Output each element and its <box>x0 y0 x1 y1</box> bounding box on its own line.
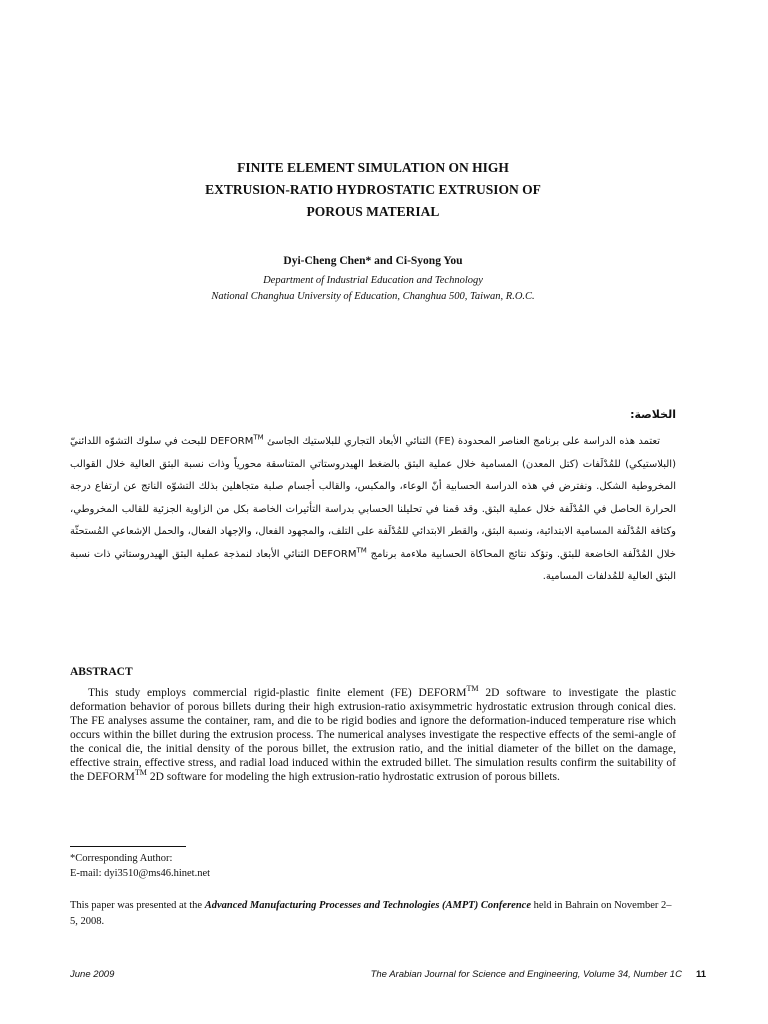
arabic-abstract-part: للبحث في سلوك التشوّه اللدائنيّ (البلاستيكي) للمُدْلَفات (كتل المعدن) المسامية خلال عملية البثق بالضغط الهيدروستاتي المتناسقة محورياً وذات نسبة البثق العالية خلال القوالب المخروطية الشكل. ونفترض في هذه الدراسة الحسابية أنّ الوعاء، والمكبس، والقالب أجسام صلبة متجاهلين بذلك التشوّه الناتج عن ارتفاع درجة الحرارة الحاصل في المُدْلَفة خلال عملية البثق. وقد قمنا في تحليلنا الحسابي بدراسة التأثيرات الخاصة بكل من الزاوية الجزئية للقالب المخروطي، وكثافة المُدْلَفة المسامية الابتدائية، ونسبة البثق، والقطر الابتدائي للمُدْلَفة على التلف، والمجهود الفعال، والإجهاد الفعال، والحمل الإشعاعي المُستحثّة خلال المُدْلَفة الخاضعة للبثق. وتؤكد نتائج المحاكاة الحسابية ملاءمة برنامج DEFORM <box>70 436 676 560</box>
page-number: 11 <box>695 969 706 980</box>
trademark-superscript: TM <box>356 546 367 555</box>
conference-note-text: This paper was presented at the <box>70 900 205 911</box>
abstract-part: 2D software for modeling the high extrusion-ratio hydrostatic extrusion of porous billets. <box>146 771 560 783</box>
arabic-abstract-part: الثنائي الأبعاد لنمذجة عملية البثق الهيدروستاتي ذات نسبة البثق العالية للمُدلفات المسامية. <box>70 548 676 582</box>
trademark-superscript: TM <box>466 684 479 694</box>
conference-note-text: held in Bahrain on November 2–5, 2008. <box>70 900 672 927</box>
trademark-superscript: TM <box>134 768 147 778</box>
paper-title <box>70 157 676 223</box>
corresponding-author-label: *Corresponding Author: <box>70 853 173 864</box>
trademark-superscript: TM <box>253 433 264 442</box>
corresponding-author-email: E-mail: dyi3510@ms46.hinet.net <box>70 868 211 879</box>
abstract-part: This study employs commercial rigid-plastic finite element (FE) DEFORM <box>88 687 467 699</box>
abstract-part: 2D software to investigate the plastic deformation behavior of porous billets during their high extrusion-ratio axisymmetric hydrostatic extrusion through conical dies. The FE analyses assume the container, ram, and die to be rigid bodies and ignore the deformation-induced temperature rise which occurs within the billet during the extrusion process. The numerical analyses investigate the respective effects of the semi-angle of the conical die, the initial density of the porous billet, the extrusion ratio, and the initial diameter of the billet on the damage, effective strain, effective stress, and radial load induced within the extruded billet. The simulation results confirm the suitability of the DEFORM <box>70 687 677 783</box>
page-footer <box>70 968 706 982</box>
arabic-abstract-heading: الخلاصة: <box>630 408 676 421</box>
abstract-heading: ABSTRACT <box>70 666 133 678</box>
conference-name: Advanced Manufacturing Processes and Technologies (AMPT) Conference <box>204 900 531 911</box>
conference-note <box>70 898 676 930</box>
footnote <box>70 851 676 881</box>
author-list: Dyi-Cheng Chen* and Ci-Syong You <box>283 255 463 267</box>
title-line: EXTRUSION-RATIO HYDROSTATIC EXTRUSION OF <box>205 182 541 197</box>
arabic-abstract-text <box>70 431 676 589</box>
title-line: POROUS MATERIAL <box>306 204 440 219</box>
issue-date: June 2009 <box>70 969 115 980</box>
arabic-abstract-part: تعتمد هذه الدراسة على برنامج العناصر المحدودة (FE) الثنائي الأبعاد التجاري للبلاستيك الجاسئ DEFORM <box>210 436 660 447</box>
journal-citation: The Arabian Journal for Science and Engineering, Volume 34, Number 1C <box>370 969 682 980</box>
abstract-text <box>70 686 676 784</box>
affiliation-department: Department of Industrial Education and Technology <box>263 275 483 286</box>
footnote-divider <box>70 846 186 847</box>
affiliation-university: National Changhua University of Education, Changhua 500, Taiwan, R.O.C. <box>211 291 535 302</box>
affiliation <box>70 273 676 305</box>
title-line: FINITE ELEMENT SIMULATION ON HIGH <box>237 160 509 175</box>
footer-right <box>371 968 706 982</box>
